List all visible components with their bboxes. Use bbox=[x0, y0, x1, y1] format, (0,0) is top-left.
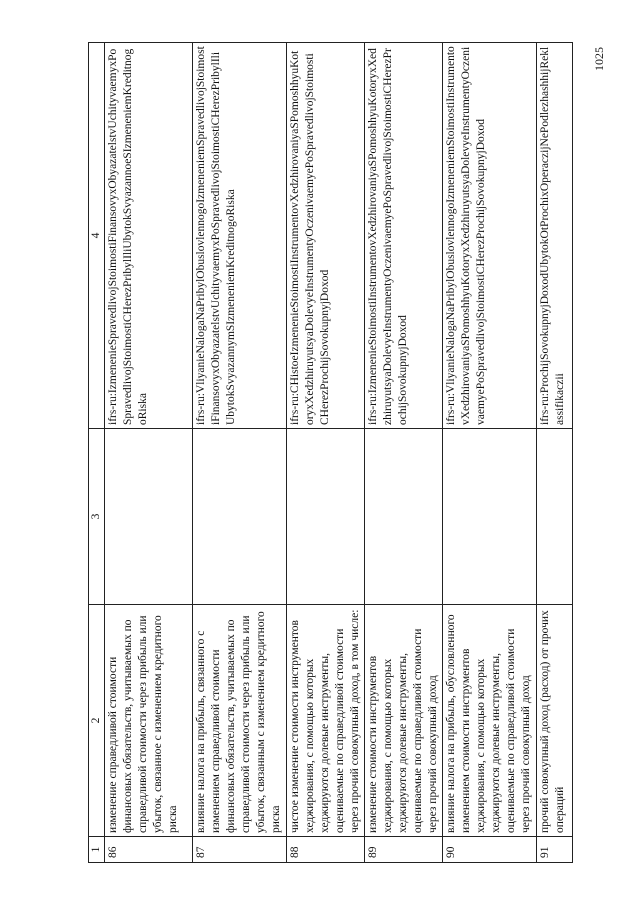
row-col3 bbox=[193, 429, 287, 605]
row-code: ifrs-ru:VliyanieNalogaNaPribylObuslovlennogoIzmeneniemSpravedlivojStoimostiFinansovyxObyazatelstvUchityvaemyxPoSpravedlivojStoimostiCHerezPribylIliUbytokSvyazannymSIzmeneniemKreditnogoRiska bbox=[193, 43, 287, 429]
table-row bbox=[537, 43, 573, 863]
row-number: 89 bbox=[365, 837, 443, 863]
table-row bbox=[287, 43, 365, 863]
header-col-2: 2 bbox=[89, 605, 105, 837]
row-col3 bbox=[287, 429, 365, 605]
row-description: влияние налога на прибыль, обусловленного изменением стоимости инструментов хеджирования, с помощью которых хеджируются долевые инструменты, оцениваемые по справедливой стоимости через прочий совокупный доход bbox=[443, 605, 537, 837]
row-description: чистое изменение стоимости инструментов хеджирования, с помощью которых хеджируются долевые инструменты, оцениваемые по справедливой стоимости через прочий совокупный доход, в том числе: bbox=[287, 605, 365, 837]
table-header-row bbox=[89, 43, 105, 863]
header-col-4: 4 bbox=[89, 43, 105, 429]
row-code: ifrs-ru:IzmenenieSpravedlivojStoimostiFinansovyxObyazatelstvUchityvaemyxPoSpravedlivojStoimostiCHerezPribylIliUbytokSvyazannoeSIzmeneniemKreditnogoRiska bbox=[105, 43, 193, 429]
row-col3 bbox=[105, 429, 193, 605]
row-col3 bbox=[443, 429, 537, 605]
codes-table bbox=[88, 42, 573, 863]
row-description: изменение справедливой стоимости финансовых обязательств, учитываемых по справедливой стоимости через прибыль или убыток, связанное с изменением кредитного риска bbox=[105, 605, 193, 837]
table-row bbox=[193, 43, 287, 863]
row-number: 88 bbox=[287, 837, 365, 863]
header-col-3: 3 bbox=[89, 429, 105, 605]
row-description: изменение стоимости инструментов хеджирования, с помощью которых хеджируются долевые инструменты, оцениваемые по справедливой стоимости через прочий совокупный доход bbox=[365, 605, 443, 837]
row-code: ifrs-ru:IzmenenieStoimostiInstrumentovXedzhirovaniyaSPomoshhyuKotoryxXedzhiruyutsyaDolevyeInstrumentyOczenivaemyePoSpravedlivojStoimostiCHerezProchijSovokupnyjDoxod bbox=[365, 43, 443, 429]
row-col3 bbox=[537, 429, 573, 605]
row-description: прочий совокупный доход (расход) от прочих операций bbox=[537, 605, 573, 837]
page-number: 1025 bbox=[592, 47, 606, 71]
row-code: ifrs-ru:VliyanieNalogaNaPribylObuslovlennogoIzmeneniemStoimostiInstrumentovXedzhirovaniyaSPomoshhyuKotoryxXedzhiruyutsyaDolevyeInstrumentyOczenivaemyePoSpravedlivojStoimostiCHerezProchijSovokupnyjDoxod bbox=[443, 43, 537, 429]
row-col3 bbox=[365, 429, 443, 605]
row-number: 90 bbox=[443, 837, 537, 863]
row-number: 86 bbox=[105, 837, 193, 863]
table-row bbox=[105, 43, 193, 863]
row-code: ifrs-ru:CHistoeIzmenenieStoimostiInstrumentovXedzhirovaniyaSPomoshhyuKotoryxXedzhiruyutsyaDolevyeInstrumentyOczenivaemyePoSpravedlivojStoimostiCHerezProchijSovokupnyjDoxod bbox=[287, 43, 365, 429]
table-row bbox=[365, 43, 443, 863]
row-code: ifrs-ru:ProchijSovokupnyjDoxodUbytokOtProchixOperaczijNePodlezhashhijReklassifikaczii bbox=[537, 43, 573, 429]
row-number: 87 bbox=[193, 837, 287, 863]
row-number: 91 bbox=[537, 837, 573, 863]
table-row bbox=[443, 43, 537, 863]
header-col-1: 1 bbox=[89, 837, 105, 863]
row-description: влияние налога на прибыль, связанного с изменением справедливой стоимости финансовых обязательств, учитываемых по справедливой стоимости через прибыль или убыток, связанным с изменением кредитного риска bbox=[193, 605, 287, 837]
